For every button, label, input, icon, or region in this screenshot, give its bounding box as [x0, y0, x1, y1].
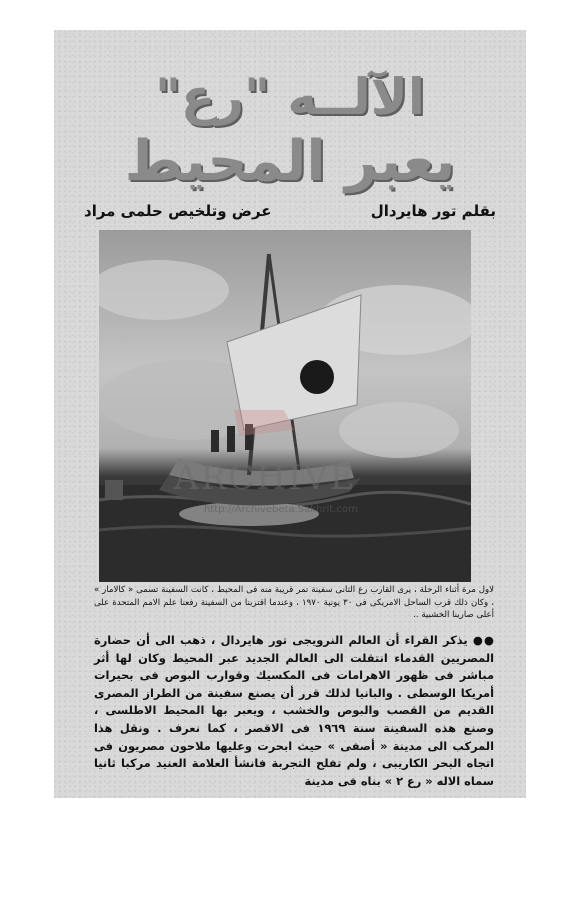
summary-credit: عرض وتلخيص حلمى مراد — [84, 202, 272, 220]
article-title-line1: الآلــه "رع" — [154, 68, 426, 126]
body-paragraph: ●● يذكر القراء أن العالم النرويجى تور هايردال ، ذهب الى أن حضارة المصريين القدماء انتقلت الى العالم الجديد عبر المحيط وكان لها أثر مباشر فى ظهور الاهرامات فى المكسيك وقوارب البوص فى بحيرات أمريكا الوسطى . والبانيا لذلك قرر أن يصنع سفينة من الطراز المصرى القديم من القصب والبوص والخشب ، ويعبر بها المحيط الاطلسى ، وصنع هذه السفينة سنة ١٩٦٩ فى الاقصر ، كما نعرف . ونقل هذا المركب الى مدينة « أصفى » حيث ابحرت وعليها ملاحون مصريون فى اتجاه البحر الكاريبى ، ولم تفلح التجربة فانشأ العلامة العنيد مركبا ثانيا سماه الاله « رع ٢ » بناه فى مدينة — [94, 633, 494, 788]
papyrus-boat-photo — [99, 230, 471, 582]
author-credit: بقلم تور هايردال — [370, 202, 496, 220]
byline — [84, 202, 496, 220]
article-title-line2: يعبر المحيط — [124, 129, 456, 194]
magazine-page — [54, 30, 526, 798]
article-body — [94, 632, 494, 790]
archive-watermark-url: http://Archivebeta.Sakhrit.com — [204, 504, 358, 515]
boat-illustration — [99, 230, 471, 582]
photo-caption: لاول مرة أثناء الرحلة ، يرى القارب رع الثانى سفينة تمر قريبة منه فى المحيط ، كانت السفينة تسمى « كالامار » ، وكان ذلك قرب الساحل الامريكى فى ٣٠ يونية ١٩٧٠ ، وعندما اقتربنا من السفينة رفعنا علم الامم المتحدة على أعلى صارينا الخشبية .. — [94, 585, 494, 620]
archive-watermark: ARCHIVE — [174, 458, 357, 498]
